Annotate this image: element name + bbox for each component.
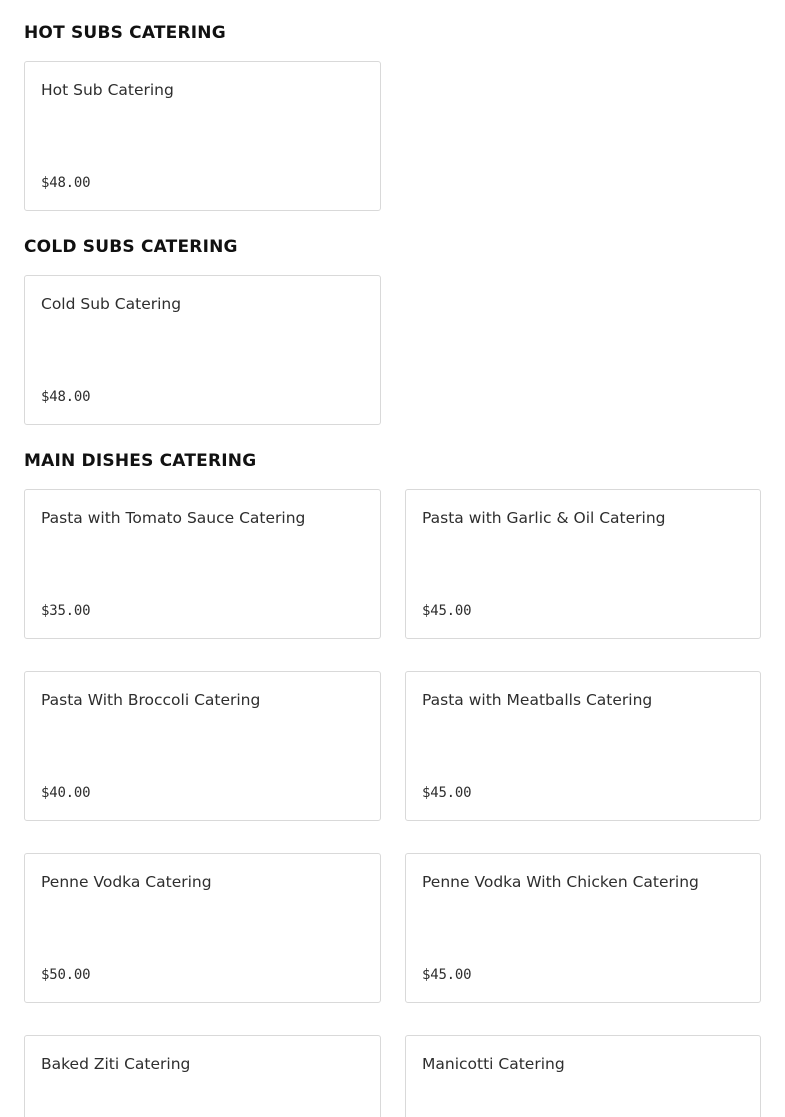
menu-item-name: Baked Ziti Catering — [41, 1055, 191, 1073]
menu-item-name: Hot Sub Catering — [41, 81, 174, 99]
menu-item-name: Cold Sub Catering — [41, 295, 182, 313]
menu-item-card-pasta-broccoli[interactable] — [24, 671, 381, 821]
menu-item-name: Manicotti Catering — [422, 1055, 565, 1073]
menu-item-name: Pasta with Meatballs Catering — [422, 691, 653, 709]
menu-item-card-cold-sub[interactable] — [24, 275, 381, 425]
menu-item-name: Pasta with Garlic & Oil Catering — [422, 509, 666, 527]
section-title-hot-subs: HOT SUBS CATERING — [24, 23, 226, 43]
menu-item-name: Penne Vodka With Chicken Catering — [422, 873, 699, 891]
menu-item-card-penne-vodka-chicken[interactable] — [405, 853, 761, 1003]
section-title-cold-subs: COLD SUBS CATERING — [24, 237, 238, 257]
menu-item-card-pasta-tomato[interactable] — [24, 489, 381, 639]
menu-item-card-manicotti[interactable] — [405, 1035, 761, 1117]
menu-item-price: $35.00 — [41, 603, 91, 619]
menu-item-price: $48.00 — [41, 389, 91, 405]
menu-item-price: $45.00 — [422, 603, 472, 619]
menu-item-name: Pasta With Broccoli Catering — [41, 691, 261, 709]
menu-item-price: $40.00 — [41, 785, 91, 801]
menu-item-card-baked-ziti[interactable] — [24, 1035, 381, 1117]
menu-item-card-hot-sub[interactable] — [24, 61, 381, 211]
menu-item-card-penne-vodka[interactable] — [24, 853, 381, 1003]
menu-item-card-pasta-garlic-oil[interactable] — [405, 489, 761, 639]
menu-item-name: Penne Vodka Catering — [41, 873, 212, 891]
menu-item-card-pasta-meatballs[interactable] — [405, 671, 761, 821]
menu-item-name: Pasta with Tomato Sauce Catering — [41, 509, 306, 527]
menu-item-price: $45.00 — [422, 967, 472, 983]
menu-item-price: $45.00 — [422, 785, 472, 801]
menu-item-price: $48.00 — [41, 175, 91, 191]
menu-item-price: $50.00 — [41, 967, 91, 983]
section-title-main-dishes: MAIN DISHES CATERING — [24, 451, 257, 471]
